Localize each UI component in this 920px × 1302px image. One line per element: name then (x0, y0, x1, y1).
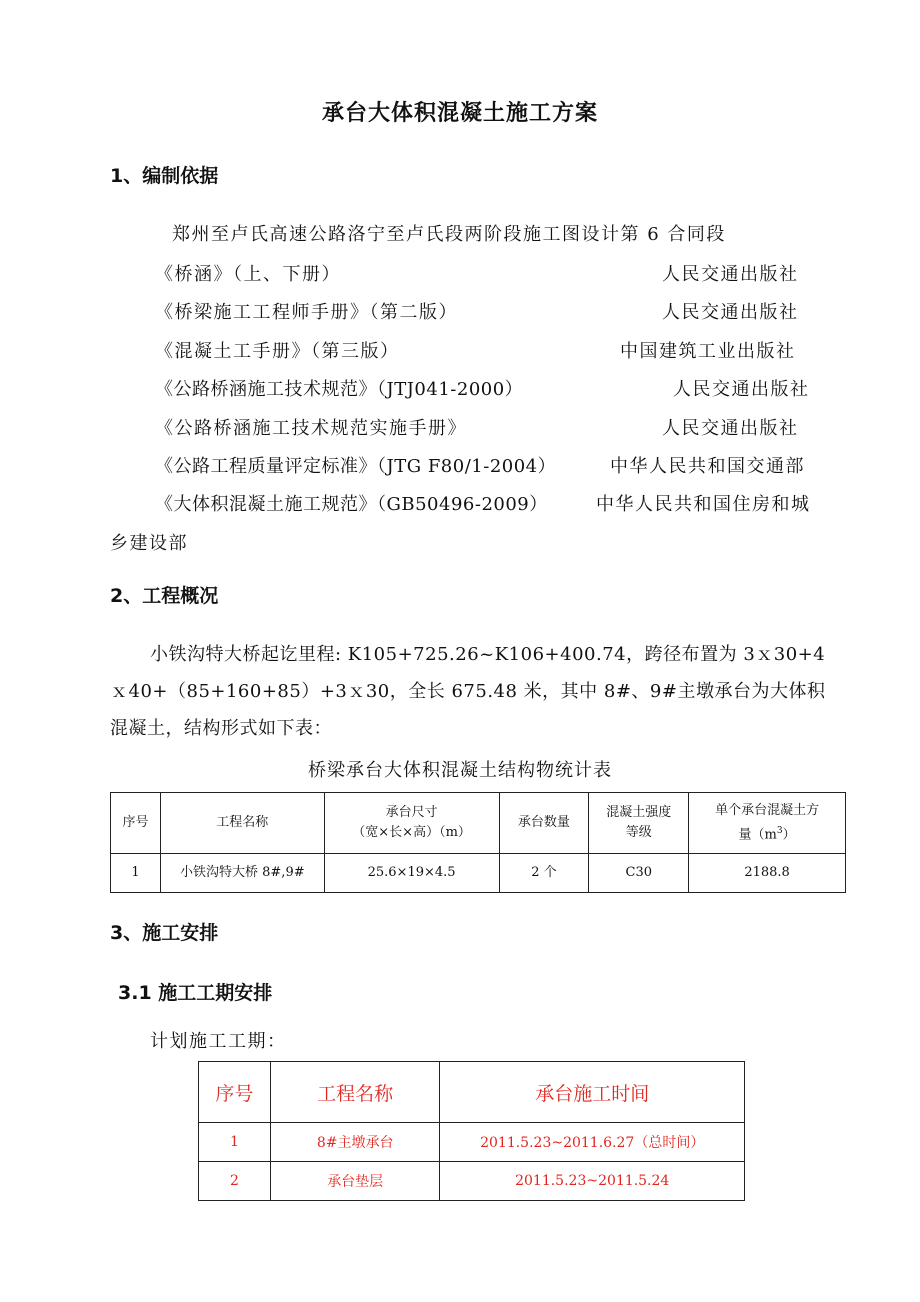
reference-publisher: 中华人民共和国交通部 (610, 456, 805, 477)
subsection-heading-schedule: 3.1 施工工期安排 (118, 982, 273, 1004)
header-strength-line-1: 混凝土强度 (606, 805, 672, 820)
table-row (111, 854, 846, 893)
table-row (199, 1162, 745, 1201)
header-cell-volume (689, 793, 846, 854)
header-volume-line-2 (693, 821, 841, 845)
schedule-header-row (199, 1062, 745, 1123)
schedule-table (198, 1061, 745, 1201)
header-cell-index: 序号 (111, 793, 161, 854)
header-volume-unit-exponent: 3 (776, 825, 783, 836)
reference-title: 《公路桥涵施工技术规范》（JTJ041-2000） (155, 379, 524, 400)
reference-title: 《大体积混凝土施工规范》（GB50496-2009） (155, 494, 548, 515)
section-heading-overview: 2、工程概况 (110, 585, 219, 607)
reference-title: 《桥涵》（上、下册） (155, 264, 341, 285)
overview-line-1: 小铁沟特大桥起讫里程: K105+725.26~K106+400.74，跨径布置为 3ｘ30+4 (150, 644, 826, 665)
cell-strength: C30 (589, 854, 689, 893)
reference-publisher: 人民交通出版社 (662, 264, 799, 285)
header-volume-unit-close: ） (782, 827, 796, 843)
schedule-cell-index: 1 (199, 1123, 271, 1162)
header-volume-line-1: 单个承台混凝土方 (715, 802, 820, 818)
reference-publisher: 人民交通出版社 (662, 302, 799, 323)
header-cell-size (324, 793, 499, 854)
reference-title: 《桥梁施工工程师手册》（第二版） (155, 302, 458, 323)
reference-publisher: 中华人民共和国住房和城 (596, 494, 811, 515)
cell-index: 1 (111, 854, 161, 893)
table-caption: 桥梁承台大体积混凝土结构物统计表 (308, 760, 612, 781)
schedule-cell-index: 2 (199, 1162, 271, 1201)
page-title: 承台大体积混凝土施工方案 (321, 101, 598, 126)
schedule-cell-name: 承台垫层 (270, 1162, 440, 1201)
cell-size: 25.6×19×4.5 (324, 854, 499, 893)
schedule-cell-name: 8#主墩承台 (270, 1123, 440, 1162)
contract-intro: 郑州至卢氏高速公路洛宁至卢氏段两阶段施工图设计第 6 合同段 (172, 224, 726, 245)
overview-line-2: ｘ40+（85+160+85）+3ｘ30，全长 675.48 米，其中 8#、9#主墩承台为大体积 (110, 681, 826, 702)
reference-publisher-continuation: 乡建设部 (110, 533, 188, 554)
reference-publisher: 人民交通出版社 (673, 379, 810, 400)
schedule-header-index: 序号 (199, 1062, 271, 1123)
header-cell-name: 工程名称 (160, 793, 324, 854)
structure-stats-table (110, 792, 846, 893)
schedule-cell-time: 2011.5.23~2011.5.24 (440, 1162, 745, 1201)
table-row (199, 1123, 745, 1162)
cell-count: 2 个 (499, 854, 589, 893)
section-heading-schedule: 3、施工安排 (110, 922, 219, 944)
reference-title: 《公路工程质量评定标准》（JTG F80/1-2004） (155, 456, 557, 477)
header-size-line-1: 承台尺寸 (385, 805, 438, 820)
schedule-intro: 计划施工工期： (150, 1031, 287, 1052)
cell-name: 小铁沟特大桥 8#,9# (160, 854, 324, 893)
header-cell-count: 承台数量 (499, 793, 589, 854)
schedule-header-name: 工程名称 (270, 1062, 440, 1123)
overview-line-3: 混凝土，结构形式如下表： (110, 718, 332, 739)
schedule-cell-time: 2011.5.23~2011.6.27（总时间） (440, 1123, 745, 1162)
section-heading-basis: 1、编制依据 (110, 165, 219, 187)
header-volume-unit: 量（m (738, 827, 777, 843)
schedule-header-time: 承台施工时间 (440, 1062, 745, 1123)
reference-publisher: 人民交通出版社 (662, 418, 799, 439)
reference-publisher: 中国建筑工业出版社 (620, 341, 796, 362)
table-header-row (111, 793, 846, 854)
header-strength-line-2: 等级 (625, 825, 652, 840)
cell-volume: 2188.8 (689, 854, 846, 893)
reference-title: 《公路桥涵施工技术规范实施手册》 (155, 418, 467, 439)
reference-title: 《混凝土工手册》（第三版） (155, 341, 400, 362)
header-cell-strength (589, 793, 689, 854)
header-size-line-2: （宽×长×高）（m） (352, 825, 471, 840)
